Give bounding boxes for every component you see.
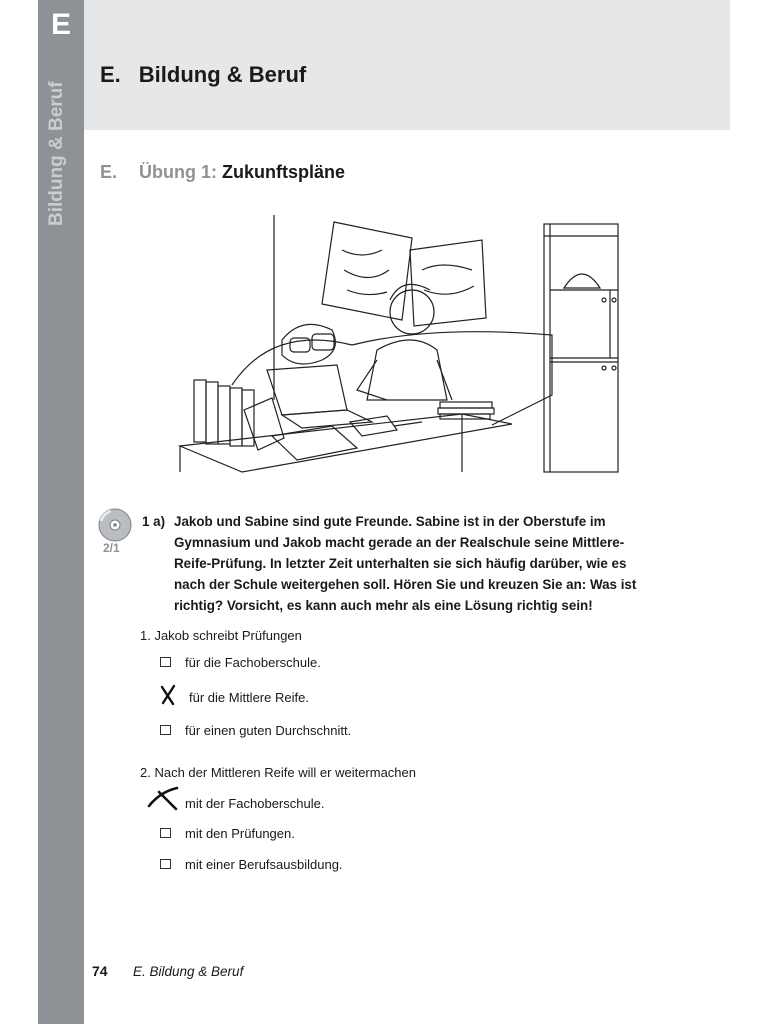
option-label: für einen guten Durchschnitt.	[185, 723, 352, 738]
option-label: für die Mittlere Reife.	[189, 690, 309, 705]
page-title-text: Bildung & Beruf	[138, 62, 307, 87]
footer-chapter: E. Bildung & Beruf	[133, 964, 244, 979]
instruction-line: Jakob und Sabine sind gute Freunde. Sabine ist in der Oberstufe im	[174, 514, 606, 529]
question-2: 2. Nach der Mittleren Reife will er weitermachen	[140, 765, 416, 780]
option-2a[interactable]	[160, 796, 324, 811]
option-2c[interactable]	[160, 857, 343, 872]
chapter-vertical-title: Bildung & Beruf	[46, 81, 67, 226]
handwritten-cross-icon	[146, 786, 180, 812]
option-label: für die Fachoberschule.	[185, 655, 321, 670]
chapter-sidebar	[38, 0, 84, 1024]
checkbox[interactable]	[160, 828, 171, 838]
exercise-prefix: E.	[100, 162, 118, 182]
option-label: mit einer Berufsausbildung.	[185, 857, 343, 872]
exercise-label: Übung 1:	[139, 162, 218, 182]
option-label: mit den Prüfungen.	[185, 826, 295, 841]
cd-icon[interactable]	[98, 508, 132, 542]
page-title	[100, 62, 306, 88]
checkbox[interactable]	[160, 725, 171, 735]
question-1: 1. Jakob schreibt Prüfungen	[140, 628, 302, 643]
page-title-number: E.	[100, 62, 121, 87]
exercise-instruction	[142, 511, 642, 616]
chapter-letter: E	[50, 8, 71, 41]
exercise-title	[100, 162, 345, 183]
option-1b[interactable]	[160, 690, 309, 705]
option-label: mit der Fachoberschule.	[185, 796, 325, 811]
exercise-name: Zukunftspläne	[222, 162, 346, 182]
checkbox[interactable]	[160, 859, 171, 869]
student-desk-illustration	[172, 210, 632, 480]
instruction-label: 1 a)	[142, 514, 166, 529]
option-1a[interactable]	[160, 655, 321, 670]
audio-track-number: 2/1	[103, 541, 120, 555]
instruction-line: Reife-Prüfung. In letzter Zeit unterhalten sie sich häufig darüber, wie es	[174, 556, 627, 571]
option-2b[interactable]	[160, 826, 295, 841]
instruction-line: Gymnasium und Jakob macht gerade an der Realschule seine Mittlere-	[174, 535, 625, 550]
option-1c[interactable]	[160, 723, 351, 738]
handwritten-cross-icon	[158, 684, 178, 706]
checkbox[interactable]	[160, 657, 171, 667]
instruction-line: nach der Schule weitergehen soll. Hören Sie und kreuzen Sie an: Was ist	[174, 577, 637, 592]
page-number: 74	[92, 963, 108, 979]
instruction-line: richtig? Vorsicht, es kann auch mehr als eine Lösung richtig sein!	[174, 598, 593, 613]
